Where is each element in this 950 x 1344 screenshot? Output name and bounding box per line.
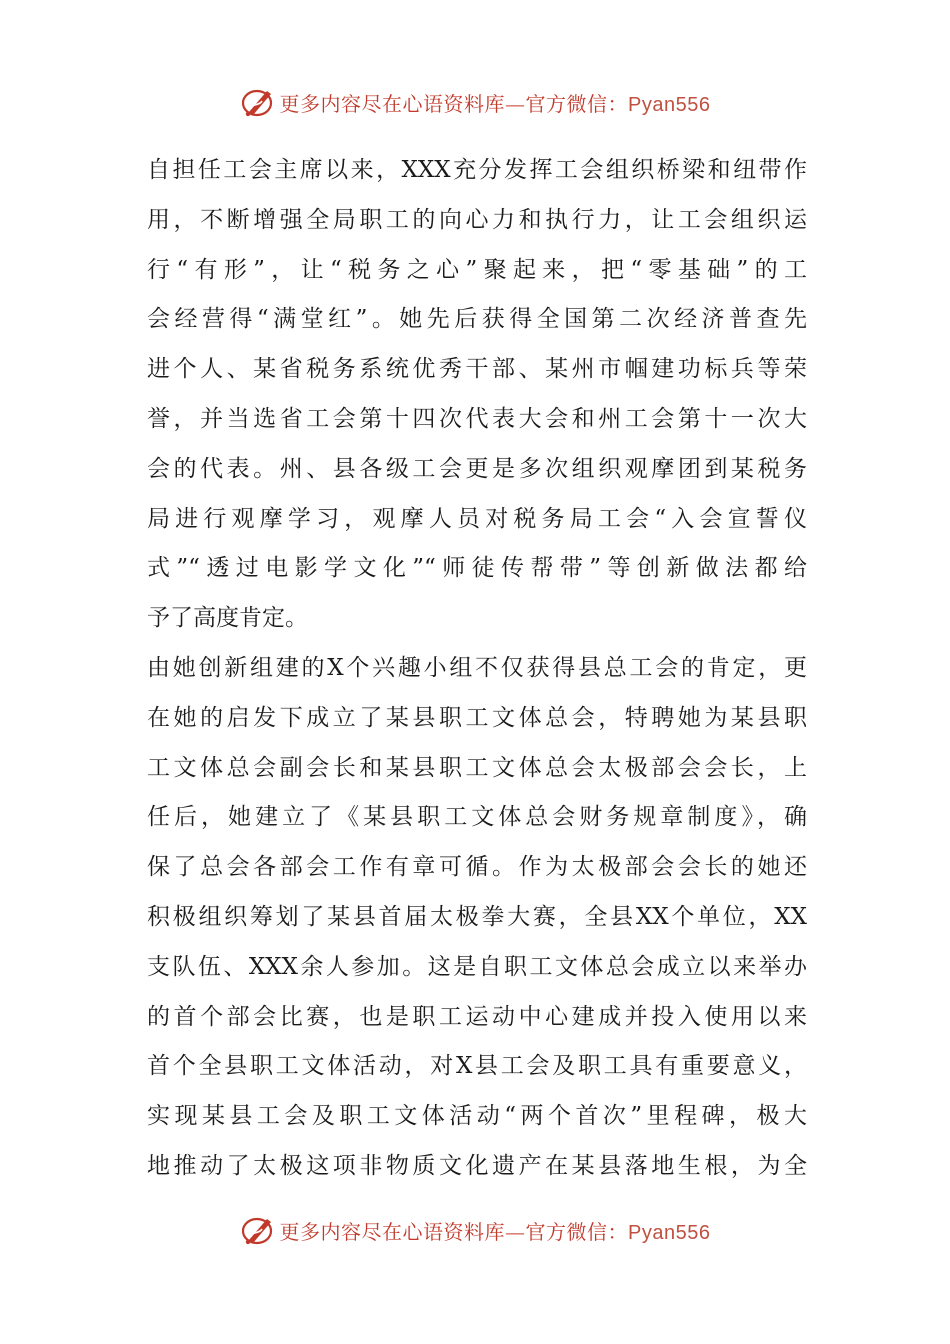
- text-line: 由她创新组建的X个兴趣小组不仅获得县总工会的肯定，更: [147, 654, 807, 681]
- text-line: 在她的启发下成立了某县职工文体总会，特聘她为某县职: [147, 704, 807, 731]
- text-line: 誉，并当选省工会第十四次代表大会和州工会第十一次大: [147, 405, 807, 432]
- wechat-id: Pyan556: [628, 93, 711, 116]
- text-line: 自担任工会主席以来，XXX充分发挥工会组织桥梁和纽带作: [147, 157, 807, 183]
- text-line: 用，不断增强全局职工的向心力和执行力，让工会组织运: [147, 206, 807, 233]
- banner-text: 更多内容尽在心语资料库—官方微信：Pyan556: [279, 1219, 711, 1244]
- text-line: 式”“透过电影学文化”“师徒传帮带”等创新做法都给: [147, 555, 807, 582]
- text-line: 支队伍、XXX余人参加。这是自职工文体总会成立以来举办: [147, 953, 807, 980]
- text-line: 行“有形”，让“税务之心”聚起来，把“零基础”的工: [147, 256, 807, 283]
- text-line: 积极组织筹划了某县首届太极拳大赛，全县XX个单位，XX: [147, 903, 807, 930]
- text-line: 首个全县职工文体活动，对X县工会及职工具有重要意义，: [147, 1053, 807, 1080]
- text-line: 会经营得“满堂红”。她先后获得全国第二次经济普查先: [147, 306, 807, 333]
- text-line: 进个人、某省税务系统优秀干部、某州市帼建功标兵等荣: [147, 356, 807, 383]
- text-line: 局进行观摩学习，观摩人员对税务局工会“入会宣誓仪: [147, 505, 807, 532]
- paragraph-2: [147, 644, 807, 1192]
- text-line: 的首个部会比赛，也是职工运动中心建成并投入使用以来: [147, 1003, 807, 1030]
- text-line: 工文体总会副会长和某县职工文体总会太极部会会长，上: [147, 754, 807, 781]
- text-line: 予了高度肯定。: [147, 605, 308, 632]
- document-body: [147, 146, 807, 1192]
- text-line: 会的代表。州、县各级工会更是多次组织观摩团到某税务: [147, 455, 807, 482]
- pen-logo-icon: [240, 85, 276, 119]
- text-line: 实现某县工会及职工文体活动“两个首次”里程碑，极大: [147, 1103, 807, 1130]
- text-line: 任后，她建立了《某县职工文体总会财务规章制度》，确: [147, 804, 807, 831]
- text-line: 地推动了太极这项非物质文化遗产在某县落地生根，为全: [147, 1152, 807, 1179]
- paragraph-1: [147, 146, 807, 644]
- footer-banner: [0, 1210, 950, 1250]
- text-line: 保了总会各部会工作有章可循。作为太极部会会长的她还: [147, 854, 807, 881]
- banner-text: 更多内容尽在心语资料库—官方微信：Pyan556: [279, 91, 711, 116]
- pen-logo-icon: [240, 1213, 276, 1247]
- wechat-id: Pyan556: [628, 1221, 711, 1244]
- header-banner: [0, 82, 950, 122]
